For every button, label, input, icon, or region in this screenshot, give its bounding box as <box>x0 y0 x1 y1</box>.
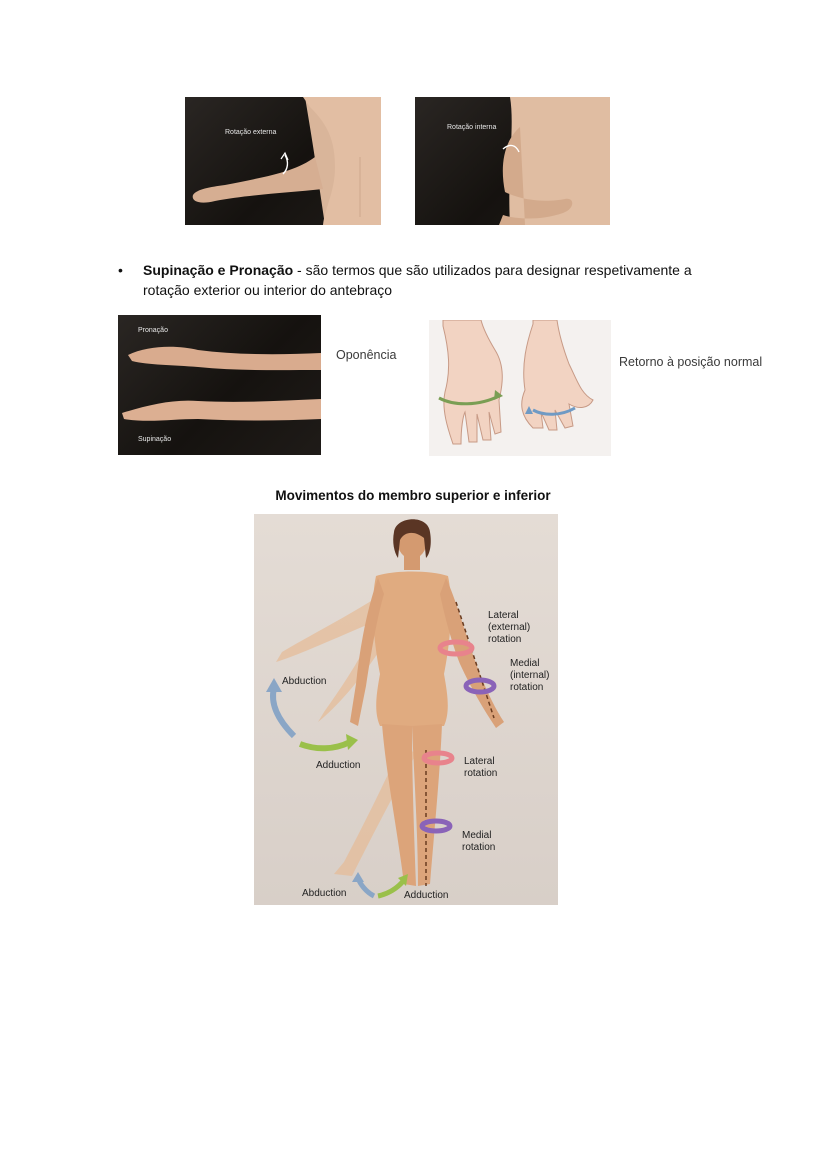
pronation-caption: Pronação <box>138 327 168 334</box>
external-rotation-illustration <box>185 97 381 225</box>
label-medial-internal-line1: Medial <box>510 658 540 669</box>
bullet-line2: rotação exterior ou interior do antebraço <box>143 282 393 298</box>
hands-illustration <box>429 320 611 456</box>
bullet-dot: • <box>118 262 123 278</box>
opposition-label: Oponência <box>336 348 397 362</box>
label-lateral-external-line3: rotation <box>488 634 522 645</box>
external-rotation-caption: Rotação externa <box>225 129 277 136</box>
internal-rotation-photo <box>415 97 610 225</box>
label-lateral-external-line1: Lateral <box>488 610 519 621</box>
figure-title: Movimentos do membro superior e inferior <box>275 488 551 503</box>
label-lateral-external-line2: (external) <box>488 622 531 633</box>
label-medial-internal-line3: rotation <box>510 682 544 693</box>
external-rotation-photo <box>185 97 381 225</box>
bullet-bold-term: Supinação e Pronação <box>143 262 294 278</box>
label-abduction-leg: Abduction <box>302 888 347 899</box>
body-movements-figure <box>254 514 558 905</box>
label-adduction-arm: Adduction <box>316 760 361 771</box>
label-lateral-rotation <box>464 756 497 780</box>
label-medial-internal-line2: (internal) <box>510 670 550 681</box>
hands-drawing <box>429 320 611 456</box>
bullet-line1: - são termos que são utilizados para designar respetivamente a <box>293 262 692 278</box>
body-movements-drawing <box>254 514 558 905</box>
label-lateral-rotation-line2: rotation <box>464 768 498 779</box>
return-label: Retorno à posição normal <box>619 355 763 369</box>
internal-rotation-caption: Rotação interna <box>447 124 497 131</box>
label-medial-internal-rotation <box>510 658 549 694</box>
internal-rotation-illustration <box>415 97 610 225</box>
label-lateral-rotation-line1: Lateral <box>464 756 495 767</box>
label-medial-rotation-line1: Medial <box>462 830 492 841</box>
supination-caption: Supinação <box>138 436 172 443</box>
label-medial-rotation-line2: rotation <box>462 842 496 853</box>
pronation-supination-illustration <box>118 315 321 455</box>
label-medial-rotation <box>462 830 495 854</box>
pronation-supination-photo <box>118 315 321 455</box>
label-lateral-external-rotation <box>488 610 530 646</box>
bullet-paragraph <box>118 260 738 300</box>
label-abduction-arm: Abduction <box>282 676 327 687</box>
label-adduction-leg: Adduction <box>404 890 449 901</box>
